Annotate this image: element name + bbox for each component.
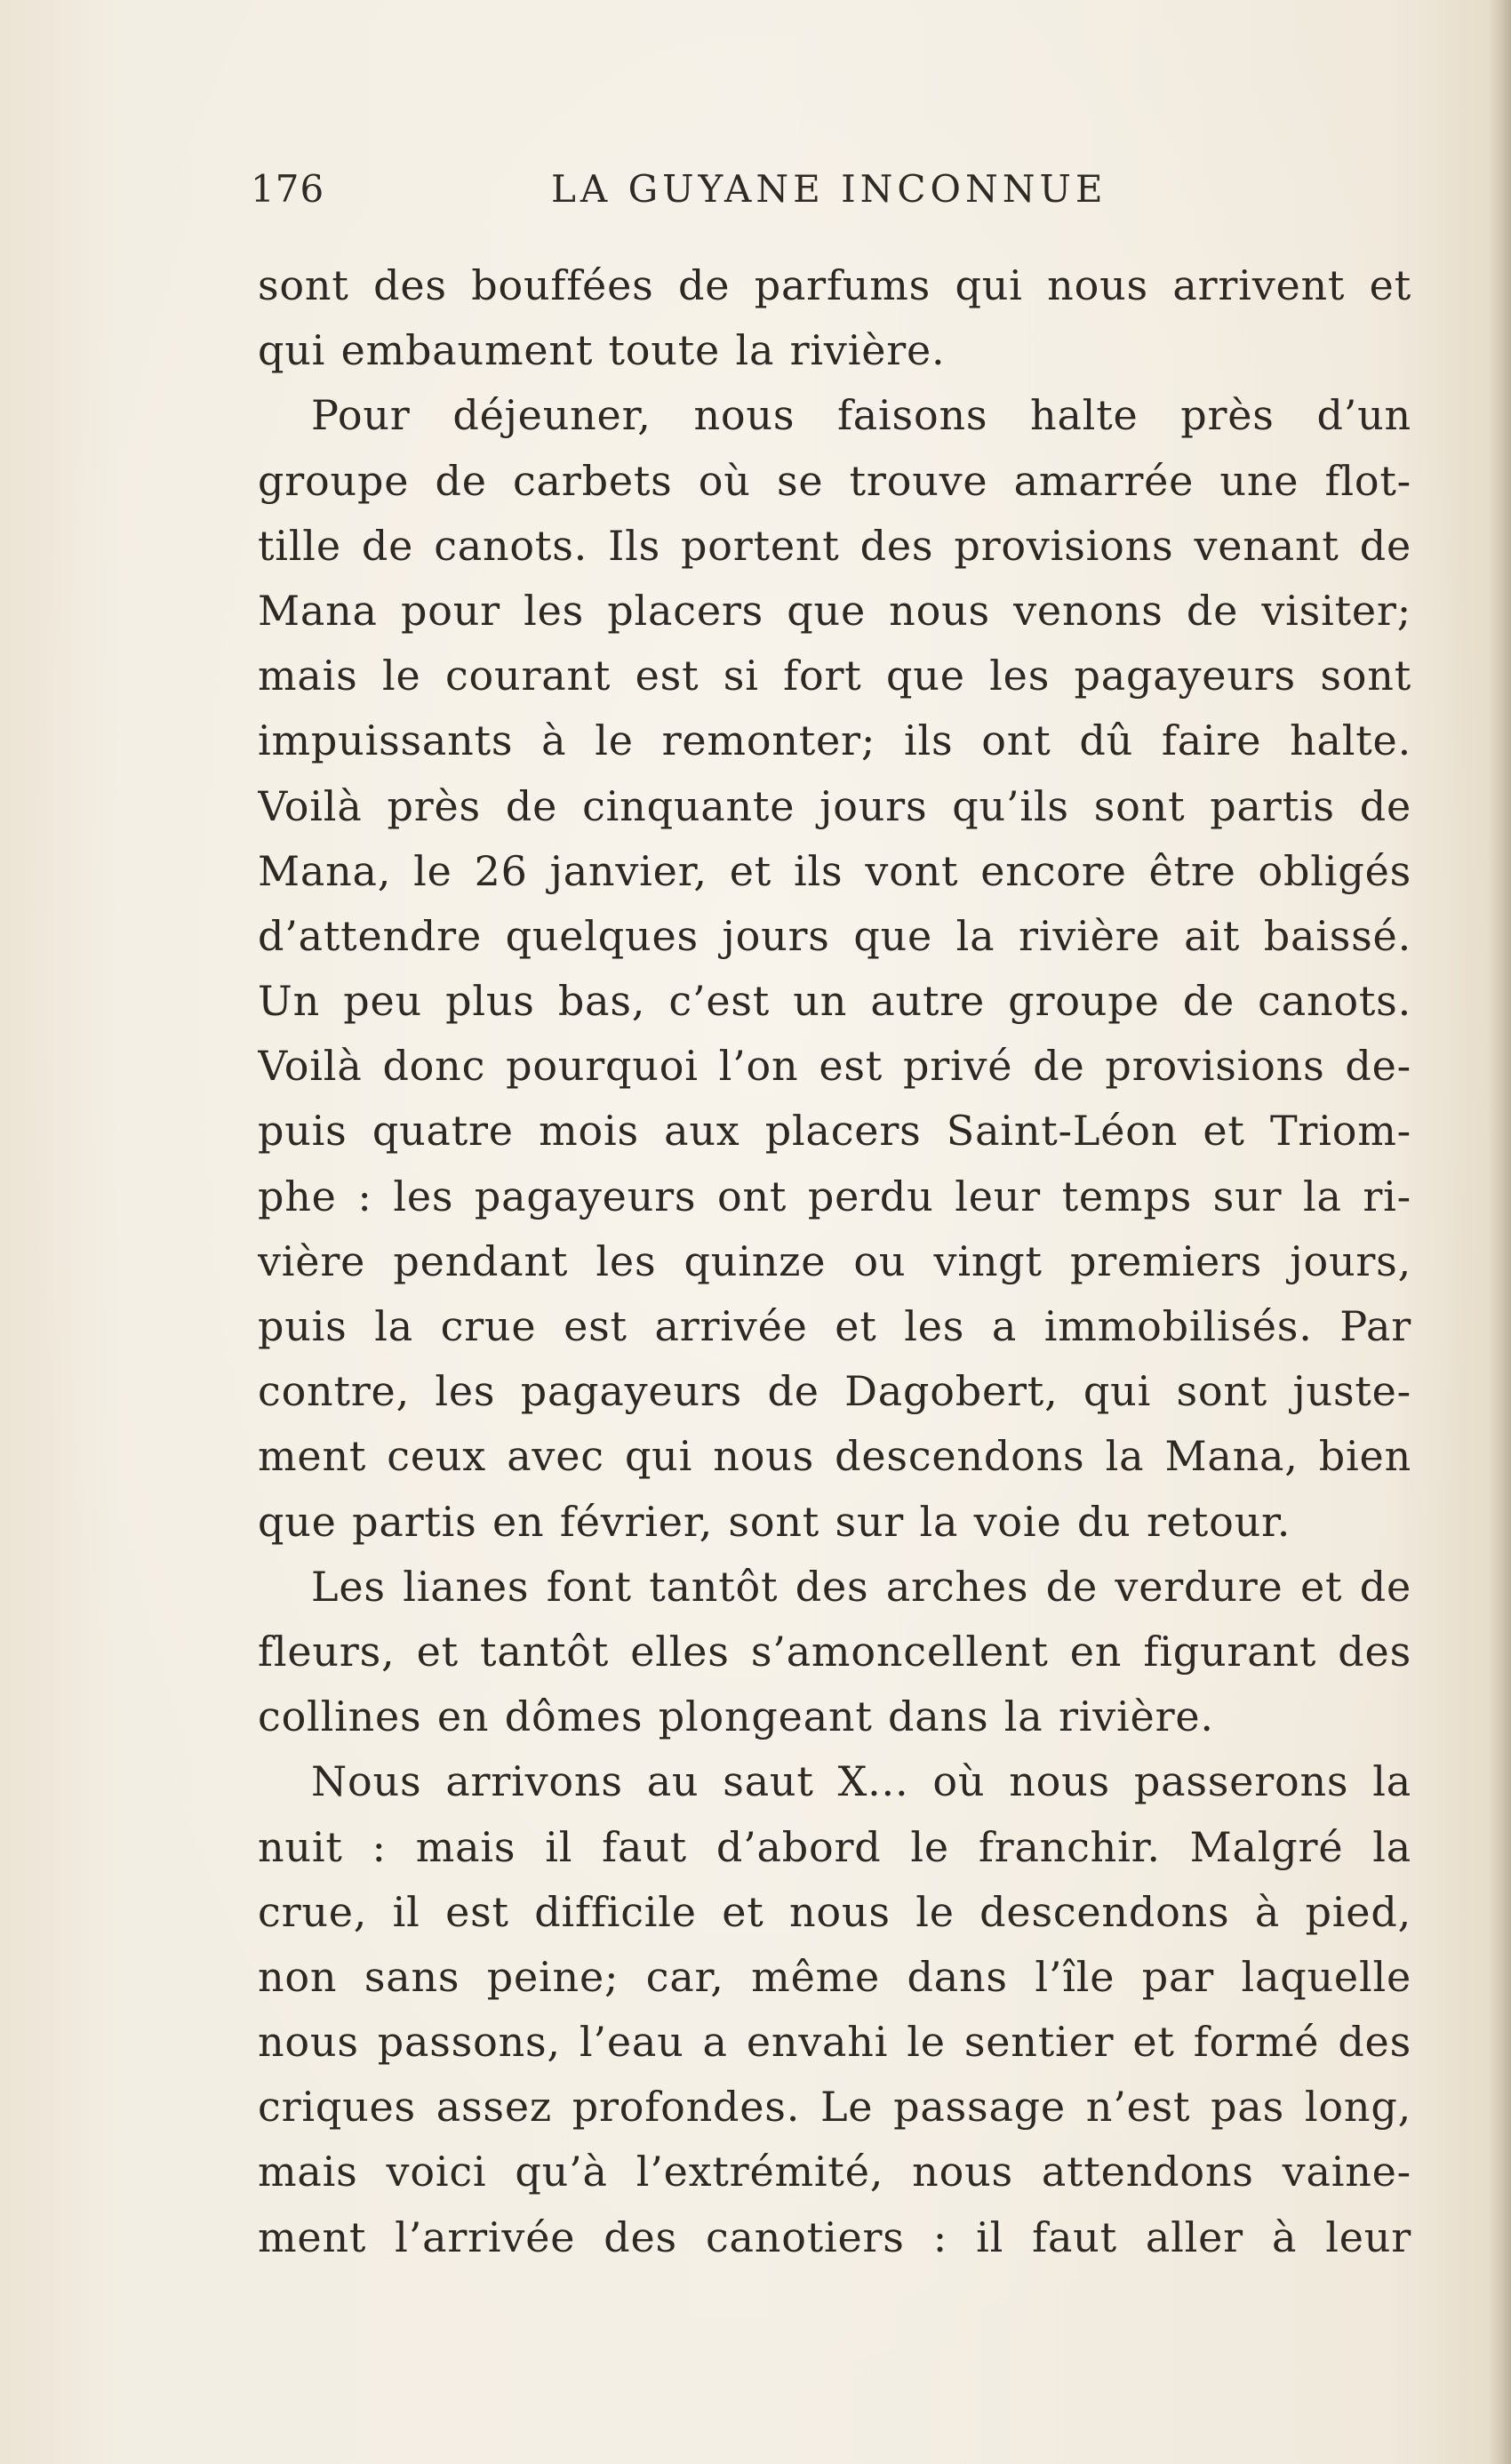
text-line: Voilà près de cinquante jours qu’ils sont partis de — [258, 781, 1411, 830]
text-line: Mana, le 26 janvier, et ils vont encore être obligés — [258, 846, 1411, 895]
text-line: non sans peine; car, même dans l’île par laquelle — [258, 1952, 1411, 2001]
text-line: nuit : mais il faut d’abord le franchir. Malgré la — [258, 1822, 1411, 1871]
text-line: contre, les pagayeurs de Dagobert, qui sont juste- — [258, 1367, 1411, 1416]
running-head — [0, 167, 1511, 217]
text-line: Nous arrivons au saut X... où nous passerons la — [311, 1757, 1411, 1806]
text-line: puis la crue est arrivée et les a immobilisés. Par — [258, 1302, 1411, 1350]
text-line: puis quatre mois aux placers Saint-Léon et Triom- — [258, 1107, 1411, 1156]
running-title: LA GUYANE INCONNUE — [551, 167, 1107, 211]
text-line: sont des bouffées de parfums qui nous arrivent et — [258, 261, 1411, 309]
text-line: impuissants à le remonter; ils ont dû faire halte. — [258, 716, 1411, 765]
text-line: criques assez profondes. Le passage n’est pas long, — [258, 2083, 1411, 2132]
text-line: collines en dômes plongeant dans la rivière. — [258, 1692, 1214, 1741]
text-line: mais voici qu’à l’extrémité, nous attendons vaine- — [258, 2148, 1411, 2196]
text-line: tille de canots. Ils portent des provisions venant de — [258, 521, 1411, 570]
text-line: Voilà donc pourquoi l’on est privé de provisions de- — [258, 1042, 1411, 1091]
text-line: que partis en février, sont sur la voie du retour. — [258, 1497, 1291, 1546]
text-line: Les lianes font tantôt des arches de verdure et de — [311, 1562, 1411, 1611]
text-line: Mana pour les placers que nous venons de visiter; — [258, 586, 1411, 635]
page-edge-shadow — [1488, 0, 1511, 2464]
text-line: Un peu plus bas, c’est un autre groupe de canots. — [258, 977, 1411, 1026]
text-line: phe : les pagayeurs ont perdu leur temps sur la ri- — [258, 1172, 1411, 1220]
text-line: Pour déjeuner, nous faisons halte près d’un — [311, 391, 1411, 440]
text-line: groupe de carbets où se trouve amarrée une flot- — [258, 456, 1411, 505]
text-line: mais le courant est si fort que les pagayeurs sont — [258, 652, 1411, 700]
text-line: vière pendant les quinze ou vingt premiers jours, — [258, 1236, 1411, 1285]
text-line: ment l’arrivée des canotiers : il faut aller à leur — [258, 2212, 1411, 2261]
body-text — [258, 253, 1411, 2270]
text-line: ment ceux avec qui nous descendons la Mana, bien — [258, 1432, 1411, 1481]
text-line: nous passons, l’eau a envahi le sentier et formé des — [258, 2018, 1411, 2067]
text-line: fleurs, et tantôt elles s’amoncellent en figurant des — [258, 1627, 1411, 1676]
page-number: 176 — [251, 167, 325, 211]
text-line: d’attendre quelques jours que la rivière ait baissé. — [258, 911, 1411, 960]
text-line: crue, il est difficile et nous le descendons à pied, — [258, 1887, 1411, 1936]
text-line: qui embaument toute la rivière. — [258, 326, 946, 375]
